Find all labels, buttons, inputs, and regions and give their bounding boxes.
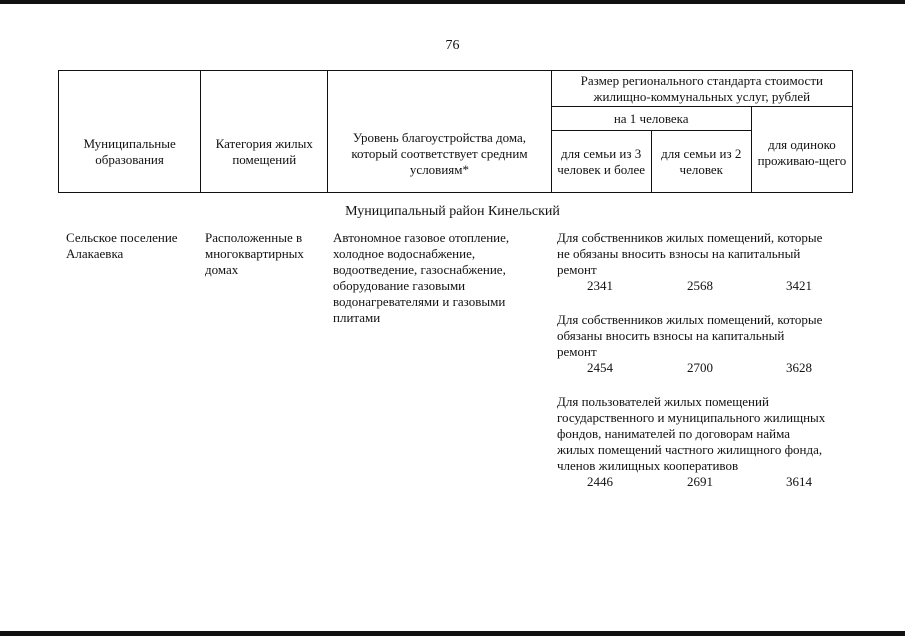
value-family2: 2568 [687,278,713,293]
block-values [557,278,827,294]
value-family2: 2700 [687,360,713,375]
value-family3: 2454 [587,360,613,375]
housing-category: Расположенные в многоквартирных домах [205,230,304,277]
municipality-name: Сельское поселение Алакаевка [66,230,178,261]
value-single: 3628 [786,360,812,375]
value-family3: 2341 [587,278,613,293]
block-values [557,360,827,376]
block-values [557,474,827,490]
block-title: Для пользователей жилых помещений государственного и муниципального жилищных фондов, нанимателей по договорам найма жилых помещений частного жилищного фонда, членов жилищных кооперативов [557,394,826,473]
district-title: Муниципальный район Кинельский [345,204,560,219]
top-border [0,0,905,4]
value-single: 3421 [786,278,812,293]
block-title: Для собственников жилых помещений, которые обязаны вносить взносы на капитальный ремонт [557,312,823,359]
header-per-person: на 1 человека [551,107,751,131]
header-table [58,70,853,193]
header-standard: Размер регионального стандарта стоимости жилищно-коммунальных услуг, рублей [551,71,852,107]
page-number: 76 [445,38,460,53]
comfort-level: Автономное газовое отопление, холодное водоснабжение, водоотведение, газоснабжение, оборудование газовыми водонагревателями и газовыми плитами [333,230,510,325]
header-single: для одиноко проживаю-щего [751,107,852,193]
value-single: 3614 [786,474,812,489]
header-level: Уровень благоустройства дома, который соответствует средним условиям* [328,71,551,193]
block-title: Для собственников жилых помещений, которые не обязаны вносить взносы на капитальный ремонт [557,230,823,277]
cost-block [557,312,827,376]
bottom-border [0,631,905,636]
value-family2: 2691 [687,474,713,489]
header-family3: для семьи из 3 человек и более [551,131,651,193]
cost-block [557,230,827,294]
header-category: Категория жилых помещений [201,71,328,193]
header-municipality: Муниципальные образования [59,71,201,193]
header-family2: для семьи из 2 человек [651,131,751,193]
value-family3: 2446 [587,474,613,489]
cost-block [557,394,827,490]
